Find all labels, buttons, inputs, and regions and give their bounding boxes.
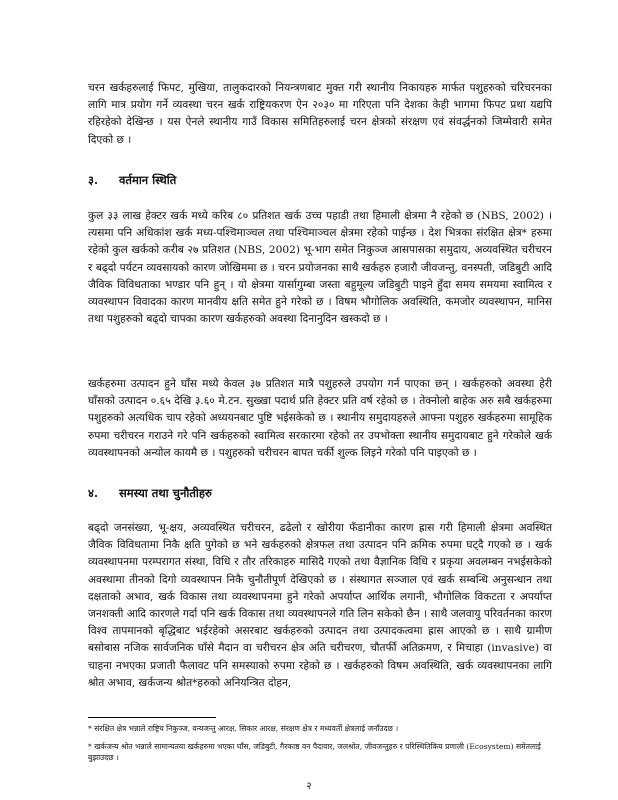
section-4-paragraph-1: बढ्दो जनसंख्या, भू-क्षय, अव्यवस्थित चरीचरन, ढढेलो र खोरीया फँडानीका कारण ह्रास गरी हिमाली क्षेत्रमा अवस्थित जैविक विविधतामा निकै क्षति पुगेको छ भने खर्कहरुको क्षेत्रफल तथा उत्पादन पनि क्रमिक रुपमा घट्दै गएको छ । खर्क व्यवस्थापनमा परम्परागत संस्था, विधि र तौर तरिकाहरु मासिदै गएको तथा वैज्ञानिक विधि र प्रकृया अवलम्बन नभईसकेको अवस्थामा तीनको दिगो व्यवस्थापन निकै चुनौतीपूर्ण देखिएको छ । संस्थागत सञ्जाल एवं खर्क सम्बन्धि अनुसन्धान तथा दक्षताको अभाव, खर्क विकास तथा व्यवस्थापनमा हुने गरेको अपर्याप्त आर्थिक लगानी, भौगोलिक विकटता र अपर्याप्त जनशक्ती आदि कारणले गर्दा पनि खर्क विकास तथा व्यवस्थापनले गति लिन सकेको छैन । साथै जलवायु परिवर्तनका कारण विश्व तापमानको बृद्धिबाट भईरहेको असरबाट खर्कहरुको उत्पादन तथा उत्पादकत्वमा ह्रास आएको छ । साथै ग्रामीण बसोबास नजिक सार्वजनिक घाँसे मैदान वा चरीचरन क्षेत्र अति चरीचरण, चौतर्फी अतिक्रमण, र मिचाहा (invasive) वा चाहना नभएका प्रजाती फैलावट पनि समस्याको रुपमा रहेको छ । खर्कहरुको विषम अवस्थिति, खर्क व्यवस्थापनका लागि श्रोत अभाव, खर्कजन्य श्रोत*हरुको अनियन्त्रित दोहन, — [88, 522, 552, 689]
page-number: २ — [306, 781, 312, 792]
intro-paragraph: चरन खर्कहरुलाई फिपट, मुखिया, तालुकदारको नियन्त्रणबाट मुक्त गरी स्थानीय निकायहरु मार्फत पशुहरुको चरिचरनका लागि मात्र प्रयोग गर्ने व्यवस्था चरन खर्क राष्ट्रियकरण ऐन २०३० मा गरिएता पनि देशका केही भागमा फिपट प्रथा यद्यपि रहिरहेको देखिन्छ । यस ऐनले स्थानीय गाउँ विकास समितिहरुलाई चरन क्षेत्रको संरक्षण एवं संवर्द्धनको जिम्मेवारी समेत दिएको छ । — [88, 82, 552, 146]
section-3-heading — [88, 173, 388, 191]
section-3-paragraph-2: खर्कहरुमा उत्पादन हुने घाँस मध्ये केवल ३७ प्रतिशत मात्रै पशुहरुले उपयोग गर्न पाएका छन् । खर्कहरुको अवस्था हेरी घाँसको उत्पादन ०.६५ देखि ३.६० मे.टन. सुख्खा पदार्थ प्रति हेक्टर प्रति वर्ष रहेको छ । तेक्नोलो बाहेक अरु सबै खर्कहरुमा पशुहरुको अत्यधिक चाप रहेको अध्ययनबाट पुष्टि भईसकेको छ । स्थानीय समुदायहरुले आफ्ना पशुहरु खर्कहरुमा सामूहिक रुपमा चरीचरन गराउने गरे पनि खर्कहरुको स्वामित्व सरकारमा रहेको तर उपभोक्ता स्थानीय समुदायबाट हुने गरेकोले खर्क व्यवस्थापनको अन्योल कायमै छ । पशुहरुको चरीचरन बापत चर्की शुल्क लिइने गरेको पनि पाइएको छ । — [88, 378, 552, 459]
section-4-number: ४. — [88, 486, 98, 500]
section-3-paragraph-1: कुल ३३ लाख हेक्टर खर्क मध्ये करिब ८० प्रतिशत खर्क उच्च पहाडी तथा हिमाली क्षेत्रमा नै रहेको छ (NBS, 2002) । त्यसमा पनि अधिकांश खर्क मध्य-पश्चिमाञ्चल तथा पश्चिमाञ्चल क्षेत्रमा रहेको पाईन्छ । देश भित्रका संरक्षित क्षेत्र* हरुमा रहेको कुल खर्कको करीब २७ प्रतिशत (NBS, 2002) भू-भाग समेत निकुञ्ज आसपासका समुदाय, अव्यवस्थित चरीचरन र बढ्दो पर्यटन व्यवसायको कारण जोखिममा छ । चरन प्रयोजनका साथै खर्कहरु हजारौ जीवजन्तु, वनस्पती, जडिबुटी आदि जैविक विविधताका भण्डार पनि हुन् । यो क्षेत्रमा यार्सागुम्बा जस्ता बहुमूल्य जडिबुटी पाइने हुँदा समय समयमा स्वामित्व र व्यवस्थापन विवादका कारण मानवीय क्षति समेत हुने गरेको छ । विषम भौगोलिक अवस्थिति, कमजोर व्यवस्थापन, मानिस तथा पशुहरुको बढ्दो चापका कारण खर्कहरुको अवस्था दिनानुदिन खस्कदो छ । — [88, 210, 552, 326]
section-3-number: ३. — [88, 173, 98, 187]
section-4-heading — [88, 486, 388, 504]
footnote-divider — [88, 717, 216, 718]
section-3-title: वर्तमान स्थिति — [119, 173, 177, 187]
footnote-1: * संरक्षित क्षेत्र भन्नाले राष्ट्रिय निकुञ्ज, वन्यजन्तु आरक्ष, सिकार आरक्ष, संरक्षण क्षेत्र र मध्यवर्ती क्षेत्रलाई जनाँउदछ । — [88, 724, 399, 733]
section-4-title: समस्या तथा चुनौतीहरु — [119, 486, 212, 500]
footnote-2: * खर्कजन्य श्रोत भन्नाले सामान्यतया खर्कहरुमा भएका घाँस, जडिबुटी, गैरकाष्ठ वन पैदावार, जलश्रोत, जीवजन्तुहरु र परिस्थितिकिय प्रणाली (Ecosystem) समेतलाई बुझाउदछ । — [88, 742, 541, 762]
